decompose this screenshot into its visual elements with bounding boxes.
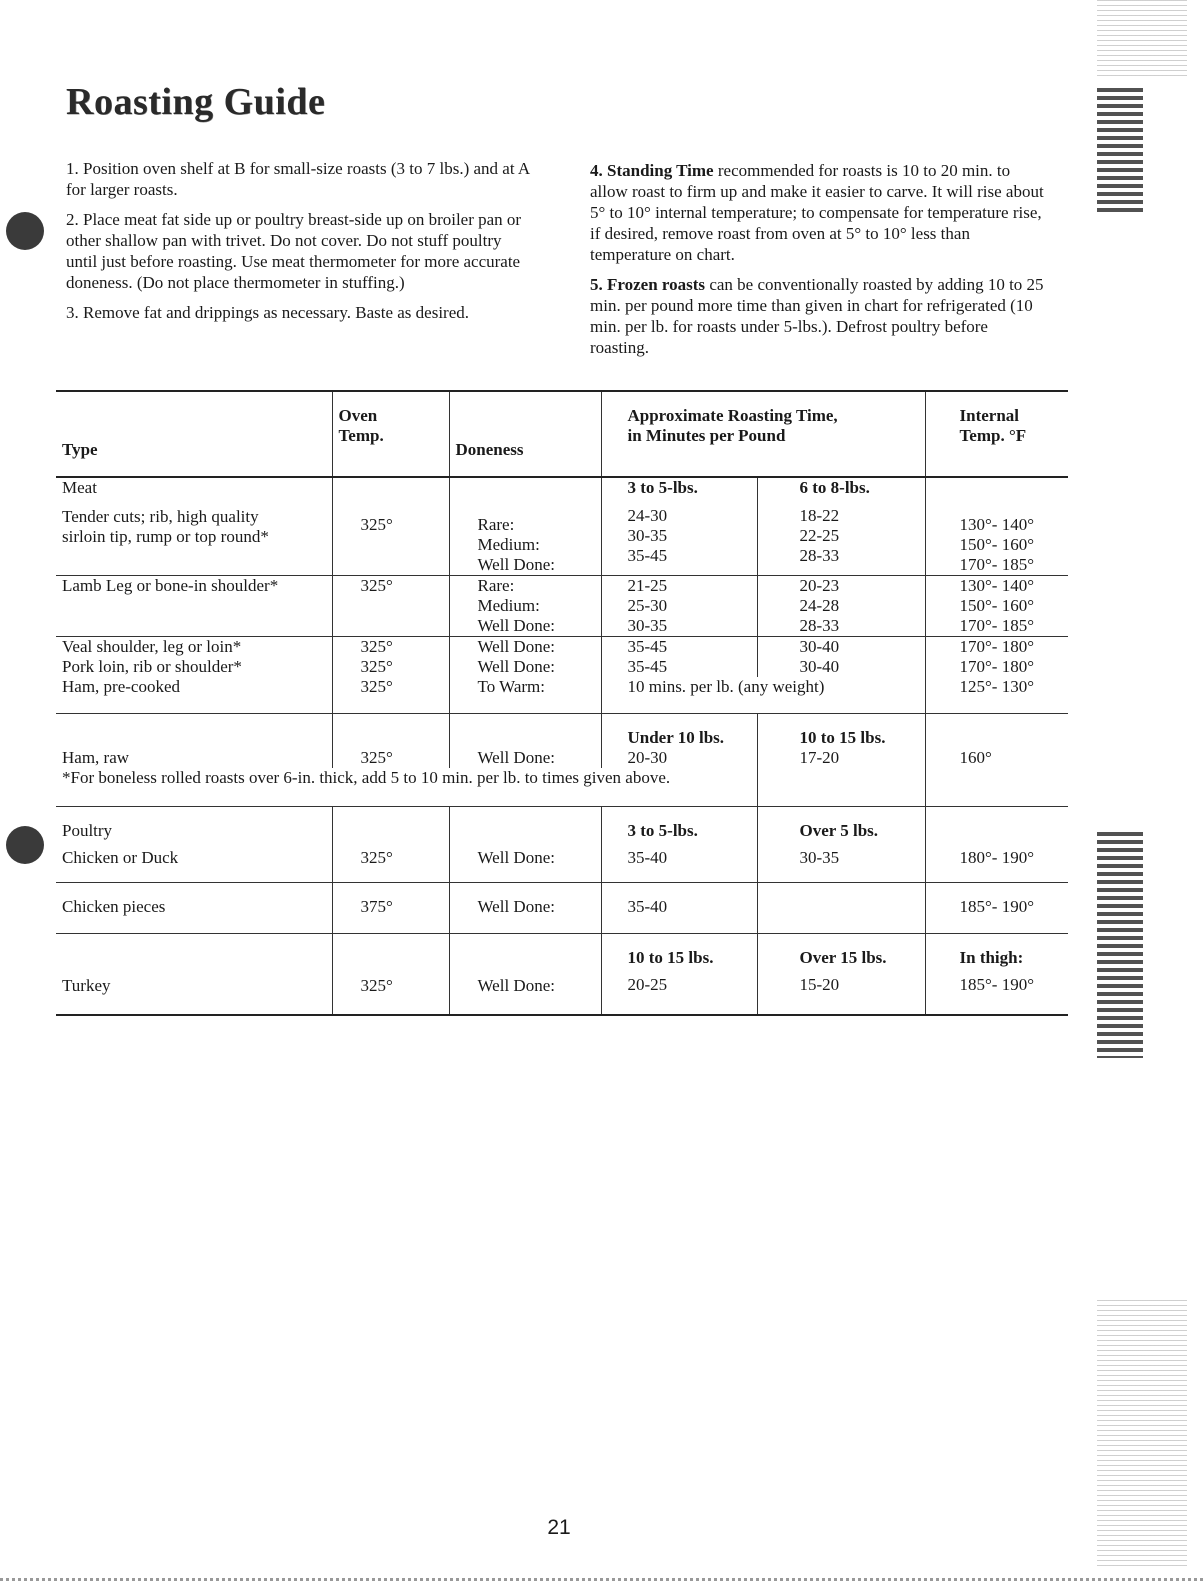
cell-internal-temp: 185°- 190° xyxy=(925,883,1068,934)
page-number: 21 xyxy=(547,1516,571,1539)
cell-time-a: Under 10 lbs. 20-30 xyxy=(601,714,757,769)
cell-time-a: 3 to 5-lbs. 24-30 30-35 35-45 xyxy=(601,477,757,576)
cell-internal-temp: 130°- 140° 150°- 160° 170°- 185° xyxy=(925,576,1068,637)
instruction-step-3: 3. Remove fat and drippings as necessary. Baste as desired. xyxy=(66,303,470,322)
step-5-heading: Frozen roasts xyxy=(607,275,706,294)
table-row-ham-precooked xyxy=(56,677,1068,714)
table-row-turkey xyxy=(56,934,1068,1016)
cell-time-b: Over 5 lbs. 30-35 xyxy=(757,807,925,883)
cell-time-a: 10 to 15 lbs. 20-25 xyxy=(601,934,757,1016)
cell-type: Ham, raw xyxy=(62,748,130,767)
cell-time-b: 30-40 30-40 xyxy=(757,637,925,678)
cell-oven-temp: 325° xyxy=(332,934,449,1016)
table-row-chicken xyxy=(56,807,1068,883)
header-roasting-time: Approximate Roasting Time, in Minutes per Pound xyxy=(601,391,925,477)
punch-hole-top xyxy=(6,212,44,250)
step-4-number: 4. xyxy=(590,161,603,180)
cell-time-b: 20-23 24-28 28-33 xyxy=(757,576,925,637)
cell-oven-temp: 325° xyxy=(332,477,449,576)
cell-doneness: To Warm: xyxy=(449,677,601,714)
cell-internal-temp: 180°- 190° xyxy=(925,807,1068,883)
cell-internal-temp: 130°- 140° 150°- 160° 170°- 185° xyxy=(925,477,1068,576)
cell-doneness: Well Done: xyxy=(449,934,601,1016)
header-type: Type xyxy=(56,391,332,477)
roasting-table xyxy=(56,390,1068,1016)
table-row-chicken-pieces xyxy=(56,883,1068,934)
cell-doneness: Well Done: xyxy=(449,883,601,934)
cell-doneness: Well Done: xyxy=(449,807,601,883)
cell-internal-temp: In thigh: 185°- 190° xyxy=(925,934,1068,1016)
cell-internal-temp: 125°- 130° xyxy=(925,677,1068,714)
step-5-text: can be conventionally roasted by adding 10 to 25 min. per pound more time than given in chart for refrigerated (10 min. per lb. for roasts under 5-lbs.). Defrost poultry before roasting. xyxy=(590,275,1044,357)
table-row-footnote xyxy=(56,768,1068,807)
margin-artifact-upper xyxy=(1097,88,1143,214)
instruction-step-5 xyxy=(590,274,1050,358)
instruction-step-2: 2. Place meat fat side up or poultry breast-side up on broiler pan or other shallow pan with trivet. Do not cover. Do not stuff poultry until just before roasting. Use meat thermometer for more accurate doneness. (Do not place thermometer in stuffing.) xyxy=(66,210,522,292)
cell-oven-temp: 325° xyxy=(332,576,449,637)
cell-oven-temp: 325° xyxy=(332,714,449,769)
cell-time-a: 21-25 25-30 30-35 xyxy=(601,576,757,637)
margin-artifact-lower xyxy=(1097,832,1143,1058)
cell-time-any-weight: 10 mins. per lb. (any weight) xyxy=(601,677,925,714)
margin-artifact-faint-top xyxy=(1097,0,1187,80)
cell-type: Lamb Leg or bone-in shoulder* xyxy=(56,576,332,637)
header-internal-temp: Internal Temp. °F xyxy=(925,391,1068,477)
cell-time-a: 35-40 xyxy=(601,883,757,934)
cell-type: Chicken pieces xyxy=(56,883,332,934)
cell-type: Turkey xyxy=(56,934,332,1016)
instruction-step-1: 1. Position oven shelf at B for small-size roasts (3 to 7 lbs.) and at A for larger roasts. xyxy=(66,159,530,199)
cell-time-b: Over 15 lbs. 15-20 xyxy=(757,934,925,1016)
cell-oven-temp: 325° xyxy=(332,677,449,714)
step-5-number: 5. xyxy=(590,275,603,294)
instruction-step-4 xyxy=(590,160,1050,265)
cell-internal-temp: 160° xyxy=(925,714,1068,769)
instructions-left-column xyxy=(66,158,536,332)
cell-doneness: Well Done: Well Done: xyxy=(449,637,601,678)
footnote: *For boneless rolled roasts over 6-in. thick, add 5 to 10 min. per lb. to times given above. xyxy=(56,768,757,807)
punch-hole-middle xyxy=(6,826,44,864)
cell-oven-temp: 325° 325° xyxy=(332,637,449,678)
cell-empty xyxy=(757,768,925,807)
cell-time-a: 35-45 35-45 xyxy=(601,637,757,678)
cell-time-a: 3 to 5-lbs. 35-40 xyxy=(601,807,757,883)
cell-empty xyxy=(757,883,925,934)
cell-internal-temp: 170°- 180° 170°- 180° xyxy=(925,637,1068,678)
header-doneness: Doneness xyxy=(449,391,601,477)
instructions-right-column xyxy=(590,160,1050,367)
cell-doneness: Rare: Medium: Well Done: xyxy=(449,477,601,576)
cell-type: Veal shoulder, leg or loin* Pork loin, rib or shoulder* xyxy=(62,637,242,676)
cell-doneness: Rare: Medium: Well Done: xyxy=(449,576,601,637)
page-title: Roasting Guide xyxy=(66,81,326,123)
step-4-heading: Standing Time xyxy=(607,161,714,180)
cell-type: Poultry Chicken or Duck xyxy=(56,807,332,883)
cell-type: Meat Tender cuts; rib, high quality sirloin tip, rump or top round* xyxy=(56,477,332,576)
table-row-veal-pork xyxy=(56,637,1068,678)
cell-doneness: Well Done: xyxy=(449,714,601,769)
table-row-ham-raw xyxy=(56,714,1068,769)
cell-type: Ham, pre-cooked xyxy=(56,677,332,714)
table-header-row xyxy=(56,391,1068,477)
table-row-tender-cuts xyxy=(56,477,1068,576)
cell-empty xyxy=(925,768,1068,807)
cell-oven-temp: 325° xyxy=(332,807,449,883)
step-4-text: recommended for roasts is 10 to 20 min. to allow roast to firm up and make it easier to carve. It will rise about 5° to 10° internal temperature; to compensate for temperature rise, if desired, remove roast from oven at 5° to 10° less than temperature on chart. xyxy=(590,161,1044,264)
table-row-lamb xyxy=(56,576,1068,637)
cell-time-b: 10 to 15 lbs. 17-20 xyxy=(757,714,925,769)
header-oven-temp: Oven Temp. xyxy=(332,391,449,477)
cell-time-b: 6 to 8-lbs. 18-22 22-25 28-33 xyxy=(757,477,925,576)
scan-bottom-edge xyxy=(0,1578,1204,1581)
cell-oven-temp: 375° xyxy=(332,883,449,934)
